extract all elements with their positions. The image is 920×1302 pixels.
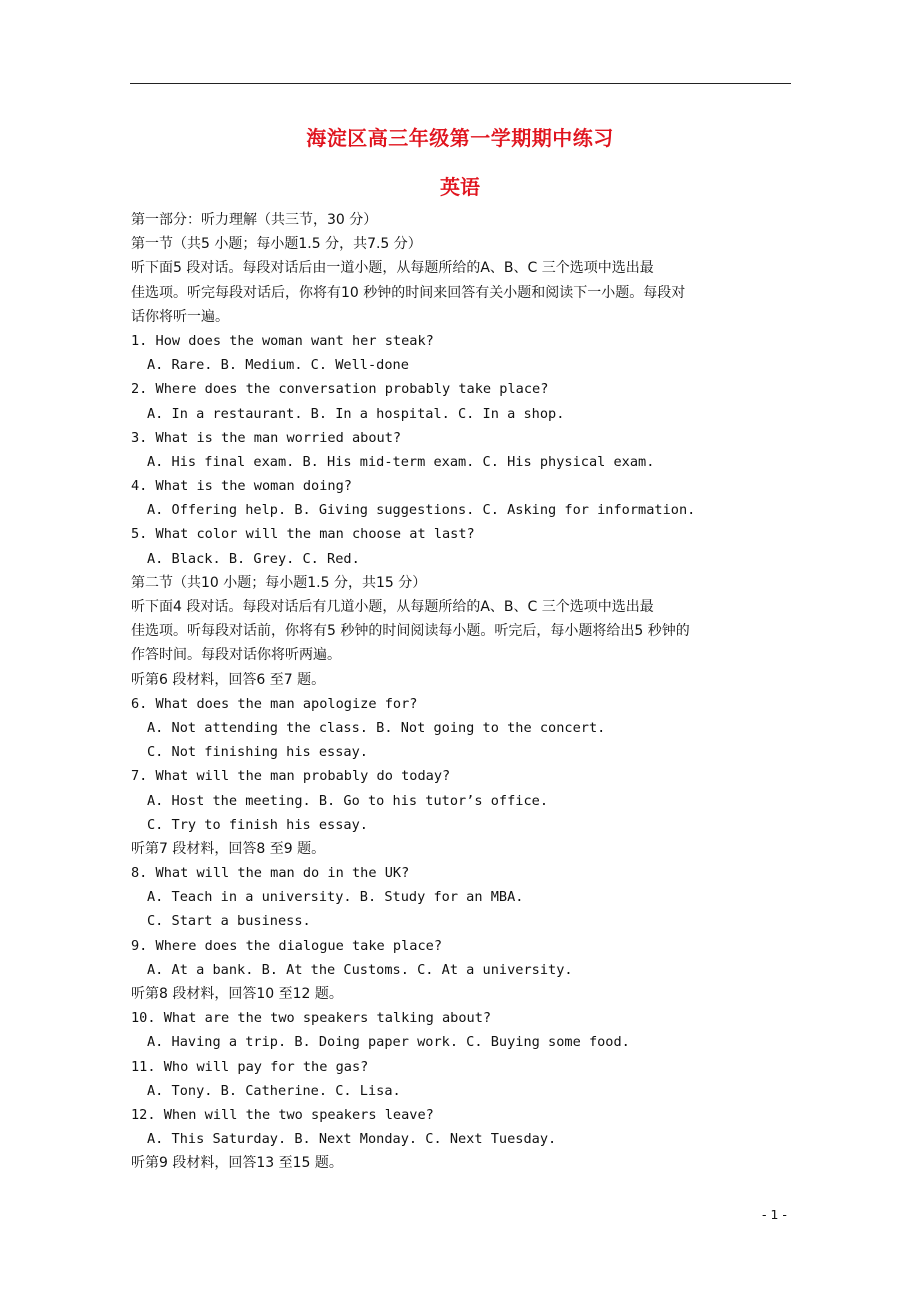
section-heading: 第一节（共5 小题；每小题1.5 分，共7.5 分） [131,236,422,253]
question-options: A. This Saturday. B. Next Monday. C. Next Tuesday. [147,1131,557,1148]
question-options: A. Offering help. B. Giving suggestions. C. Asking for information. [147,502,696,519]
question-options: A. Host the meeting. B. Go to his tutor’s office. [147,792,549,809]
question-stem: 12. When will the two speakers leave? [131,1106,434,1123]
question-options: A. At a bank. B. At the Customs. C. At a university. [147,961,573,978]
question-stem: 9. Where does the dialogue take place? [131,937,442,954]
instruction-line: 佳选项。听每段对话前，你将有5 秒钟的时间阅读每小题。听完后，每小题将给出5 秒钟的 [131,623,690,640]
question-options: C. Start a business. [147,913,311,930]
question-options: A. Having a trip. B. Doing paper work. C. Buying some food. [147,1034,630,1051]
question-options: A. Rare. B. Medium. C. Well-done [147,357,409,374]
material-line: 听第6 段材料，回答6 至7 题。 [131,671,326,688]
subject-title: 英语 [440,175,480,199]
question-stem: 4. What is the woman doing? [131,478,352,495]
question-stem: 2. Where does the conversation probably take place? [131,381,549,398]
question-options: A. In a restaurant. B. In a hospital. C. In a shop. [147,405,565,422]
header-rule [130,83,791,84]
question-stem: 8. What will the man do in the UK? [131,865,410,882]
page-number: - 1 - [762,1207,787,1222]
question-stem: 10. What are the two speakers talking about? [131,1010,492,1027]
instruction-line: 作答时间。每段对话你将听两遍。 [131,647,341,664]
question-options: A. Tony. B. Catherine. C. Lisa. [147,1082,401,1099]
instruction-line: 话你将听一遍。 [131,308,229,325]
question-options: C. Try to finish his essay. [147,816,368,833]
material-line: 听第7 段材料，回答8 至9 题。 [131,840,326,857]
exam-title: 海淀区高三年级第一学期期中练习 [306,126,614,150]
question-stem: 3. What is the man worried about? [131,429,402,446]
instruction-line: 听下面5 段对话。每段对话后由一道小题，从每题所给的A、B、C 三个选项中选出最 [131,260,654,277]
question-stem: 6. What does the man apologize for? [131,695,418,712]
question-options: A. Not attending the class. B. Not going to the concert. [147,719,606,736]
question-stem: 11. Who will pay for the gas? [131,1058,369,1075]
document-body [131,208,791,1176]
material-line: 听第8 段材料，回答10 至12 题。 [131,986,343,1002]
question-stem: 1. How does the woman want her steak? [131,332,434,349]
material-line: 听第9 段材料，回答13 至15 题。 [131,1155,343,1172]
question-stem: 7. What will the man probably do today? [131,768,451,785]
section-heading: 第二节（共10 小题；每小题1.5 分，共15 分） [131,574,427,591]
question-options: A. Black. B. Grey. C. Red. [147,550,360,567]
instruction-line: 听下面4 段对话。每段对话后有几道小题，从每题所给的A、B、C 三个选项中选出最 [131,599,654,615]
question-options: A. Teach in a university. B. Study for an MBA. [147,889,524,906]
question-options: A. His final exam. B. His mid-term exam. C. His physical exam. [147,453,655,470]
instruction-line: 佳选项。听完每段对话后，你将有10 秒钟的时间来回答有关小题和阅读下一小题。每段对 [131,284,686,301]
question-options: C. Not finishing his essay. [147,744,368,761]
part-heading: 第一部分：听力理解（共三节，30 分） [131,212,378,228]
question-stem: 5. What color will the man choose at last? [131,526,475,543]
